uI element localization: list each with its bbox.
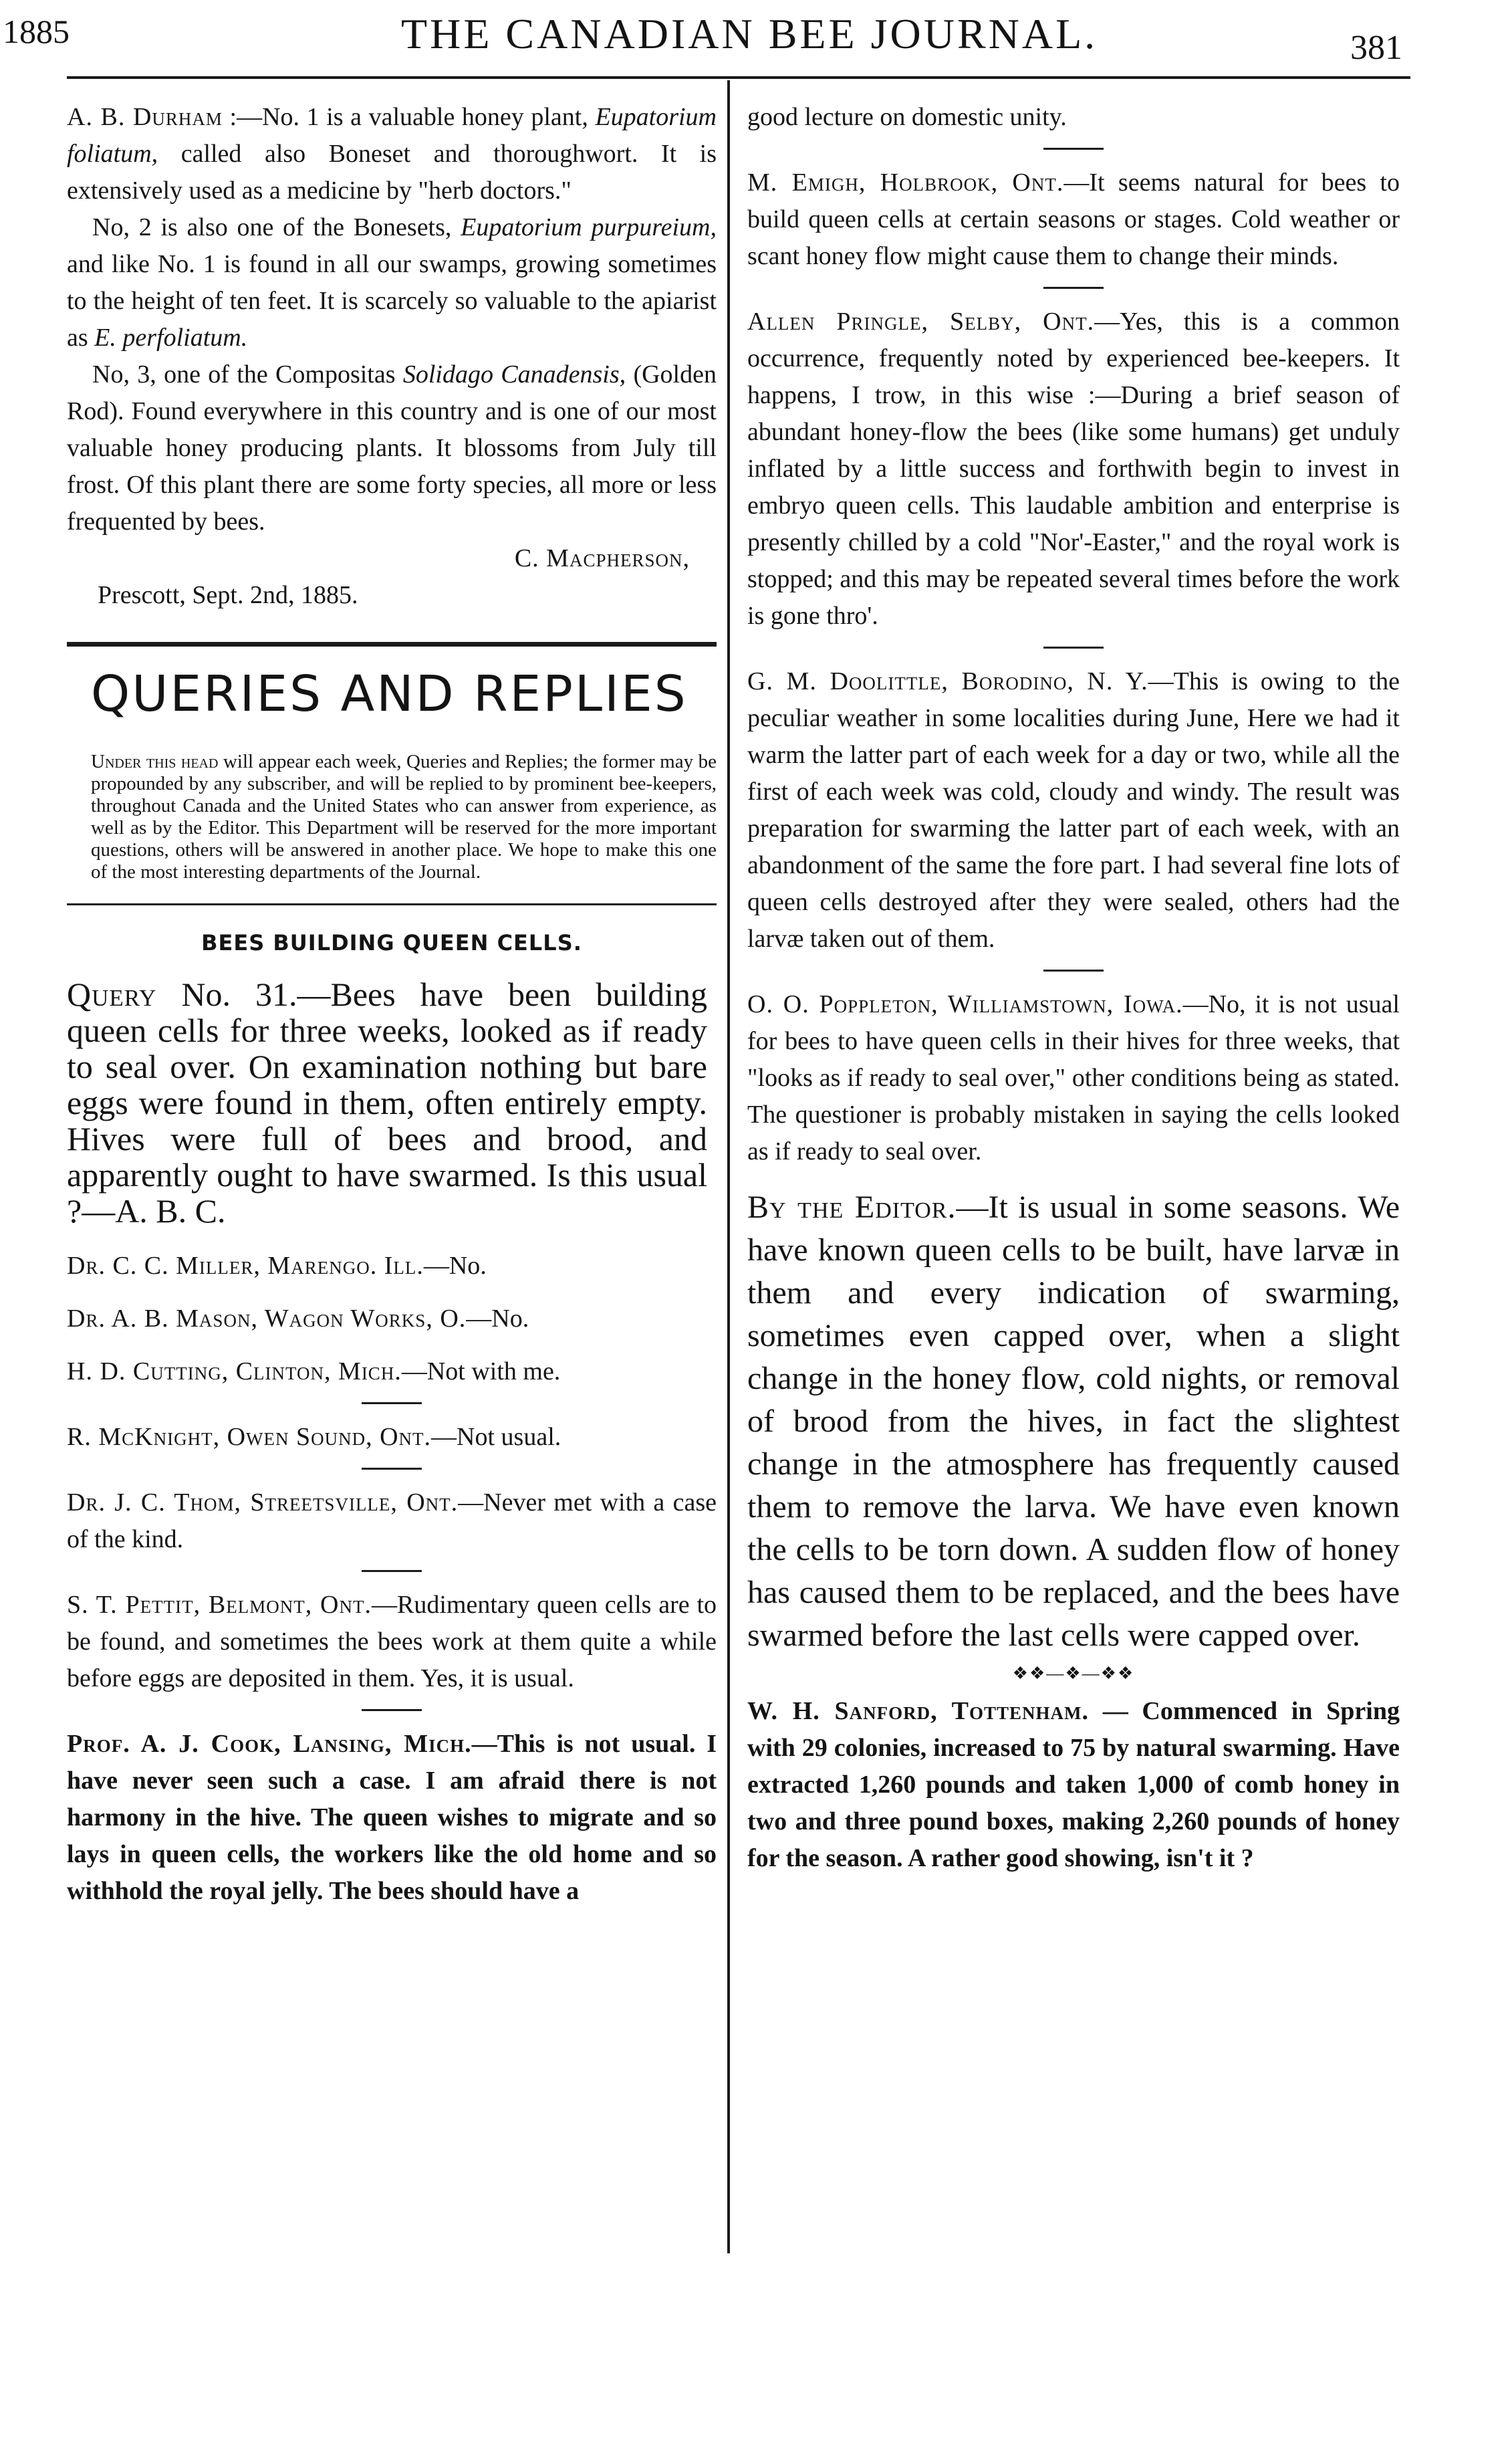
reply-6: S. T. Pettit, Belmont, Ont.—Rudimentary queen cells are to be found, and sometimes the bees work at them quite a while before eggs are deposited in them. Yes, it is usual.	[67, 1591, 717, 1692]
author-name: A. B. Durham	[67, 103, 223, 131]
reply-4: R. McKnight, Owen Sound, Ont.—Not usual.	[67, 1423, 561, 1451]
divider-rule	[1043, 970, 1104, 972]
durham-paragraph-1: A. B. Durham :—No. 1 is a valuable honey plant, Eupatorium foliatum, called also Boneset and thoroughwort. It is extensively used as a medicine by "herb doctors."	[67, 103, 717, 205]
divider-rule	[1043, 287, 1104, 289]
divider-rule	[1043, 647, 1104, 649]
query-subhead: BEES BUILDING QUEEN CELLS.	[201, 930, 582, 956]
section-intro: Under this head will appear each week, Queries and Replies; the former may be propounded by any subscriber, and will be replied to by prominent bee-keepers, throughout Canada and the United States who can answer from experience, as well as by the Editor. This Department will be reserved for the more important questions, others will be answered in another place. We hope to make this one of the most interesting departments of the Journal.	[91, 751, 717, 883]
divider-rule	[362, 1468, 422, 1470]
divider-rule	[362, 1570, 422, 1572]
divider-rule	[362, 1709, 422, 1711]
right-column	[747, 99, 1400, 1877]
durham-paragraph-3: No, 3, one of the Compositas Solidago Canadensis, (Golden Rod). Found everywhere in this country and is one of our most valuable honey producing plants. It blossoms from July till frost. Of this plant there are some forty species, all more or less frequented by bees.	[67, 360, 717, 536]
intro-rule	[67, 903, 717, 905]
reply-3: H. D. Cutting, Clinton, Mich.—Not with me.	[67, 1357, 561, 1385]
header-rule	[67, 76, 1410, 79]
reply-8: M. Emigh, Holbrook, Ont.—It seems natural for bees to build queen cells at certain seasons or stages. Cold weather or scant honey flow might cause them to change their minds.	[747, 169, 1400, 270]
continuation-text: good lecture on domestic unity.	[747, 103, 1067, 131]
divider-rule	[1043, 148, 1104, 150]
reply-10: G. M. Doolittle, Borodino, N. Y.—This is owing to the peculiar weather in some localities during June, Here we had it warm the latter part of each week for a day or two, while all the first of each week was cold, cloudy and windy. The result was preparation for swarming the latter part of each week, with an abandonment of the same the fore part. I had several fine lots of queen cells destroyed after they were sealed, others had the larvæ taken out of them.	[747, 667, 1400, 953]
reply-2: Dr. A. B. Mason, Wagon Works, O.—No.	[67, 1305, 529, 1333]
running-head	[0, 7, 1417, 67]
editor-reply: By the Editor.—It is usual in some seasons. We have known queen cells to be built, have larvæ in them and every indication of swarming, sometimes even capped over, when a slight change in the honey flow, cold nights, or removal of brood from the hives, in fact the slightest change in the atmosphere has frequently caused them to remove the larva. We have even known the cells to be torn down. A sudden flow of honey has caused them to be replaced, and the bees have swarmed before the last cells were capped over.	[747, 1190, 1400, 1653]
reply-9: Allen Pringle, Selby, Ont.—Yes, this is a common occurrence, frequently noted by experienced bee-keepers. It happens, I trow, in this wise :—During a brief season of abundant honey-flow the bees (like some humans) get unduly inflated by a little success and forthwith begin to invest in embryo queen cells. This laudable ambition and enterprise is presently chilled by a cold "Nor'-Easter," and the royal work is stopped; and this may be repeated several times before the work is gone thro'.	[747, 308, 1400, 630]
page-number: 381	[1350, 29, 1402, 67]
reply-5: Dr. J. C. Thom, Streetsville, Ont.—Never met with a case of the kind.	[67, 1488, 717, 1553]
reply-7: Prof. A. J. Cook, Lansing, Mich.—This is not usual. I have never seen such a case. I am afraid there is not harmony in the hive. The queen wishes to migrate and so lays in queen cells, the workers like the old home and so withhold the royal jelly. The bees should have a	[67, 1730, 717, 1905]
sanford-paragraph: W. H. Sanford, Tottenham. — Commenced in Spring with 29 colonies, increased to 75 by natural swarming. Have extracted 1,260 pounds and taken 1,000 of comb honey in two and three pound boxes, making 2,260 pounds of honey for the season. A rather good showing, isn't it ?	[747, 1697, 1400, 1872]
reply-11: O. O. Poppleton, Williamstown, Iowa.—No, it is not usual for bees to have queen cells in their hives for three weeks, that "looks as if ready to seal over," other conditions being as stated. The questioner is probably mistaken in saying the cells looked as if ready to seal over.	[747, 990, 1400, 1165]
header-year: 1885	[3, 13, 70, 50]
column-divider	[727, 80, 730, 2253]
journal-title: THE CANADIAN BEE JOURNAL.	[401, 10, 1098, 58]
query-text: Query No. 31.—Bees have been building queen cells for three weeks, looked as if ready to seal over. On examination nothing but bare eggs were found in them, often entirely empty. Hives were full of bees and brood, and apparently ought to have swarmed. Is this usual ?—A. B. C.	[67, 976, 707, 1230]
reply-1: Dr. C. C. Miller, Marengo. Ill.—No.	[67, 1252, 487, 1280]
dateline: Prescott, Sept. 2nd, 1885.	[98, 581, 358, 609]
section-title: QUERIES AND REPLIES	[91, 665, 688, 723]
left-column	[67, 99, 717, 1910]
ornament-divider: ❖❖—❖—❖❖	[1012, 1664, 1135, 1683]
durham-paragraph-2: No, 2 is also one of the Bonesets, Eupatorium purpureium, and like No. 1 is found in all our swamps, growing sometimes to the height of ten feet. It is scarcely so valuable to the apiarist as E. perfoliatum.	[67, 213, 717, 352]
signature: C. Macpherson,	[514, 544, 690, 572]
divider-rule	[362, 1402, 422, 1404]
section-rule	[67, 642, 717, 647]
